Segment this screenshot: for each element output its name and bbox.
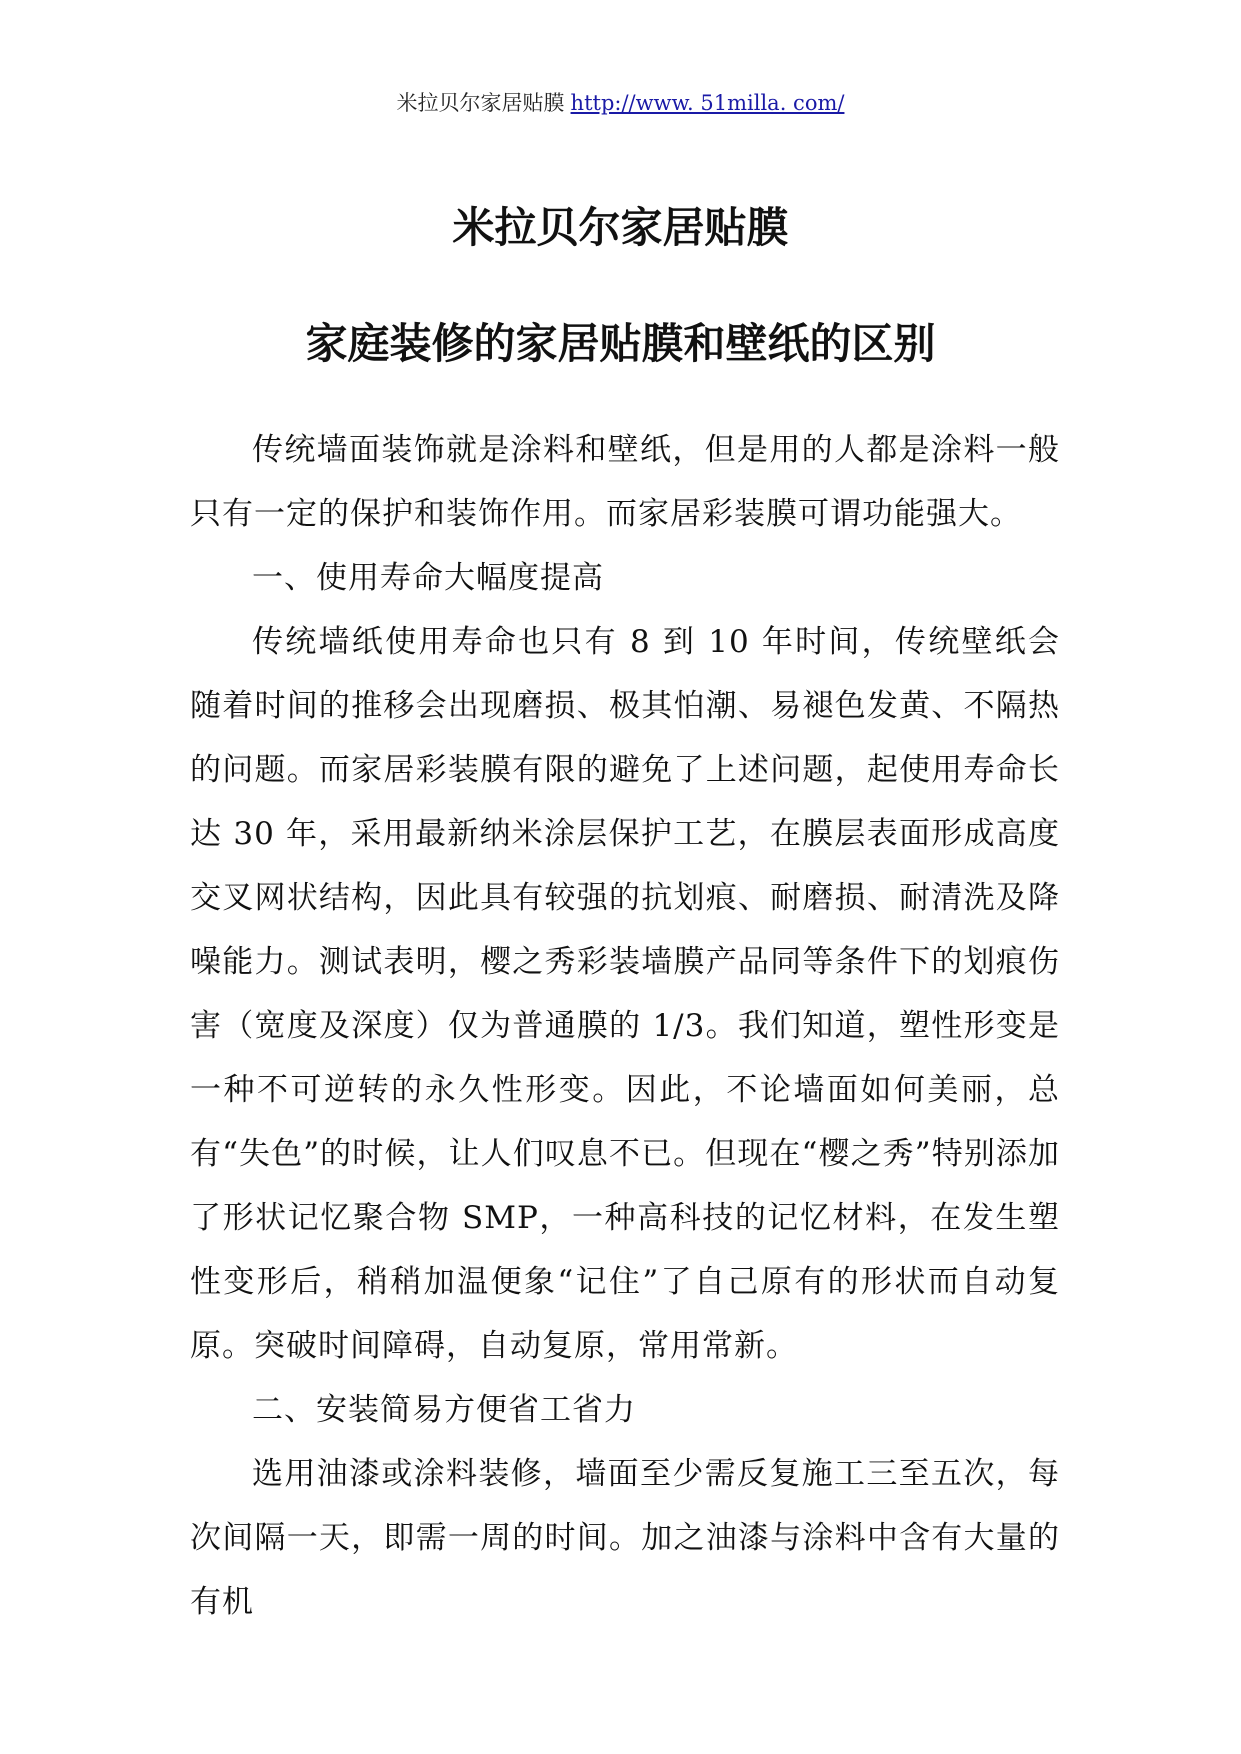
running-header <box>0 88 1241 118</box>
section-heading-lifespan: 一、使用寿命大幅度提高 <box>252 560 604 596</box>
header-site-name: 米拉贝尔家居贴膜 <box>396 91 565 115</box>
intro-paragraph: 传统墙面装饰就是涂料和壁纸，但是用的人都是涂料一般只有一定的保护和装饰作用。而家居彩装膜可谓功能强大。 <box>190 432 1060 532</box>
document-subtitle: 家庭装修的家居贴膜和壁纸的区别 <box>305 319 936 368</box>
header-website-link[interactable]: http://www. 51milla. com/ <box>570 91 845 115</box>
lifespan-paragraph: 传统墙纸使用寿命也只有 8 到 10 年时间，传统壁纸会随着时间的推移会出现磨损、极其怕潮、易褪色发黄、不隔热的问题。而家居彩装膜有限的避免了上述问题，起使用寿命长达 30 年，采用最新纳米涂层保护工艺，在膜层表面形成高度交叉网状结构，因此具有较强的抗划痕、耐磨损、耐清洗及降噪能力。测试表明，樱之秀彩装墙膜产品同等条件下的划痕伤害（宽度及深度）仅为普通膜的 1/3。我们知道，塑性形变是一种不可逆转的永久性形变。因此，不论墙面如何美丽，总有“失色”的时候，让人们叹息不已。但现在“樱之秀”特别添加了形状记忆聚合物 SMP，一种高科技的记忆材料，在发生塑性变形后，稍稍加温便象“记住”了自己原有的形状而自动复原。突破时间障碍，自动复原，常用常新。 <box>190 624 1060 1364</box>
document-body <box>190 418 1060 1634</box>
installation-paragraph: 选用油漆或涂料装修，墙面至少需反复施工三至五次，每次间隔一天，即需一周的时间。加之油漆与涂料中含有大量的有机 <box>190 1456 1060 1620</box>
section-heading-installation: 二、安装简易方便省工省力 <box>252 1392 636 1428</box>
document-title: 米拉贝尔家居贴膜 <box>452 203 789 252</box>
